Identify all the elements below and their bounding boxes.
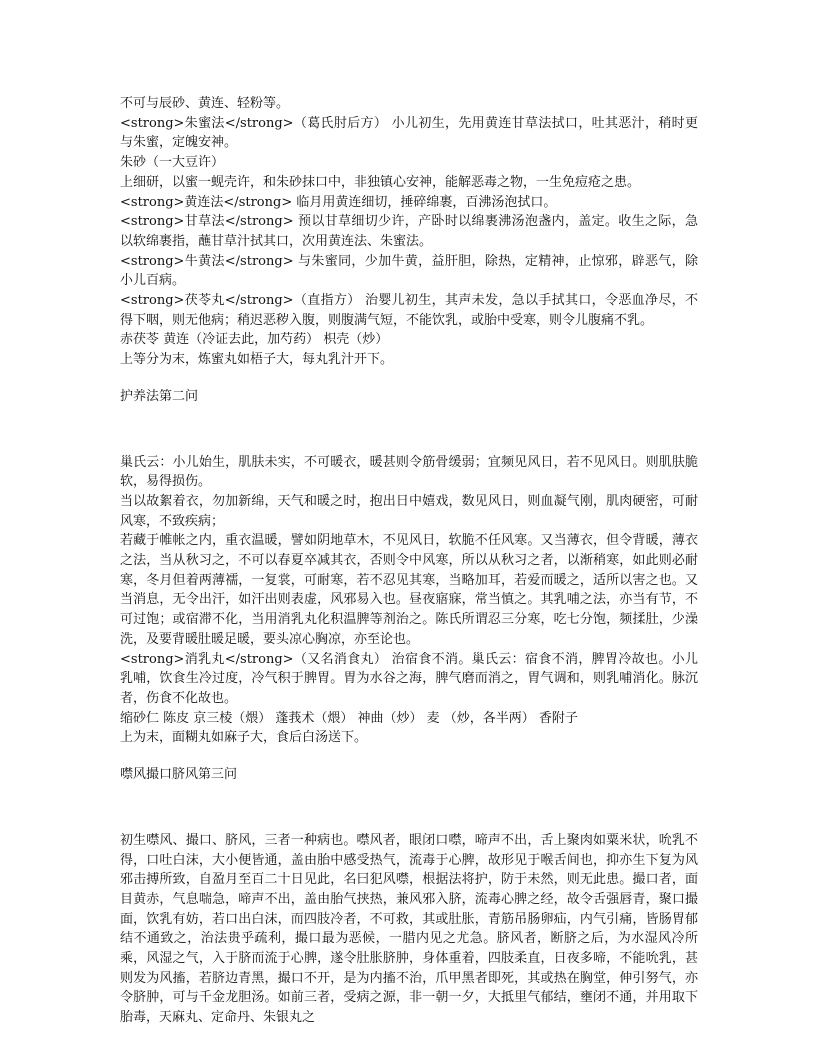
paragraph: 初生噤风、撮口、脐风，三者一种病也。噤风者，眼闭口噤，啼声不出，舌上聚肉如粟米状，吮乳不得，口吐白沫，大小便皆通，盖由胎中感受热气，流毒于心脾，故形见于喉舌间也，抑亦生下复为风邪击搏所致，自盈月至百二十日见此，名曰犯风噤，根据法将护，防于未然，则无此患。撮口者，面目黄赤，气息喘急，啼声不出，盖由胎气挟热，兼风邪入脐，流毒心脾之经，故令舌强唇青，聚口撮面，饮乳有妨，若口出白沫，而四肢冷者，不可救，其或肚胀，青筋吊肠卵疝，内气引痛，皆肠胃郁结不通致之，治法贵乎疏利，撮口最为恶候，一腊内见之尤急。脐风者，断脐之后，为水湿风冷所乘，风湿之气，入于脐而流于心脾，遂令肚胀脐肿，身体重着，四肢柔直，日夜多啼，不能吮乳，甚则发为风搐，若脐边青黑，撮口不开，是为内搐不治，爪甲黑者即死，其或热在胸堂，伸引努气，亦令脐肿，可与千金龙胆汤。如前三者，受病之源，非一朝一夕，大抵里气郁结，壅闭不通，并用取下胎毒，天麻丸、定命丹、朱银丸之 <box>120 832 698 1026</box>
formula-gancao-entry: <strong>甘草法</strong> 预以甘草细切少许，产卧时以绵裹沸汤泡盏内，盖定。收生之际，急以软绵裹指，蘸甘草汁拭其口，次用黄连法、朱蜜法。 <box>120 214 698 249</box>
ingredient-line: 朱砂（一大豆许） <box>120 155 225 171</box>
document-page <box>120 94 698 1028</box>
formula-huanglian-entry: <strong>黄连法</strong> 临月用黄连细切，捶碎绵裹，百沸汤泡拭口。 <box>120 194 557 210</box>
paragraph: 上细研，以蜜一蚬壳许，和朱砂抹口中，非独镇心安神，能解恶毒之物，一生免痘疮之患。 <box>120 174 641 190</box>
ingredient-line: 缩砂仁 陈皮 京三棱（煨） 蓬莪术（煨） 神曲（炒） 麦 （炒，各半两） 香附子 <box>120 710 578 726</box>
section-heading-3: 噤风撮口脐风第三问 <box>120 767 238 783</box>
formula-xiaoru-entry: <strong>消乳丸</strong>（又名消食丸） 治宿食不消。巢氏云：宿食不消，脾胃冷故也。小儿乳哺，饮食生冷过度，冷气积于脾胃。胃为水谷之海，脾气磨而消之，胃气调和，则乳哺消化。脉沉者，伤食不化故也。 <box>120 651 698 706</box>
paragraph: 若藏于帷帐之内，重衣温暖，譬如阴地草木，不见风日，软脆不任风寒。又当薄衣，但令背暖，薄衣之法，当从秋习之，不可以春夏卒减其衣，否则令中风寒，所以从秋习之者，以渐稍寒，如此则必耐寒，冬月但着两薄襦，一复裳，可耐寒，若不忍见其寒，当略加耳，若爱而暖之，适所以害之也。又当消息，无令出汗，如汗出则表虚，风邪易入也。昼夜寤寐，常当慎之。其乳哺之法，亦当有节，不可过饱；或宿滞不化，当用消乳丸化积温脾等剂治之。陈氏所谓忍三分寒，吃七分饱，频揉肚，少澡洗，及要背暖肚暖足暖，要头凉心胸凉，亦至论也。 <box>120 533 698 647</box>
formula-fuling-entry: <strong>茯苓丸</strong>（直指方） 治婴儿初生，其声未发，急以手拭其口，令恶血净尽，不得下咽，则无他病；稍迟恶秽入腹，则腹满气短，不能饮乳，或胎中受寒，则令儿腹痛不乳。 <box>120 293 698 328</box>
formula-zhumi-entry: <strong>朱蜜法</strong>（葛氏肘后方） 小儿初生，先用黄连甘草法拭口，吐其恶汁，稍时更与朱蜜，定魄安神。 <box>120 115 698 151</box>
paragraph: 上为末，面糊丸如麻子大，食后白汤送下。 <box>120 730 368 746</box>
paragraph: 上等分为末，炼蜜丸如梧子大，每丸乳汁开下。 <box>120 352 394 368</box>
section-heading-2: 护养法第二问 <box>120 388 199 404</box>
paragraph: 巢氏云：小儿始生，肌肤未实，不可暖衣，暖甚则令筋骨缓弱；宜频见风日，若不见风日。则肌肤脆软，易得损伤。 <box>120 454 698 490</box>
paragraph: 当以故絮着衣，勿加新绵，天气和暖之时，抱出日中嬉戏，数见风日，则血凝气刚，肌肉硬密，可耐风寒，不致疾病； <box>120 493 698 529</box>
paragraph: 不可与辰砂、黄连、轻粉等。 <box>120 96 290 111</box>
formula-niuhuang-entry: <strong>牛黄法</strong> 与朱蜜同，少加牛黄，益肝胆，除热，定精神，止惊邪，辟恶气，除小儿百病。 <box>120 253 698 289</box>
ingredient-line: 赤茯苓 黄连（冷证去此，加芍药） 枳壳（炒） <box>120 332 389 348</box>
